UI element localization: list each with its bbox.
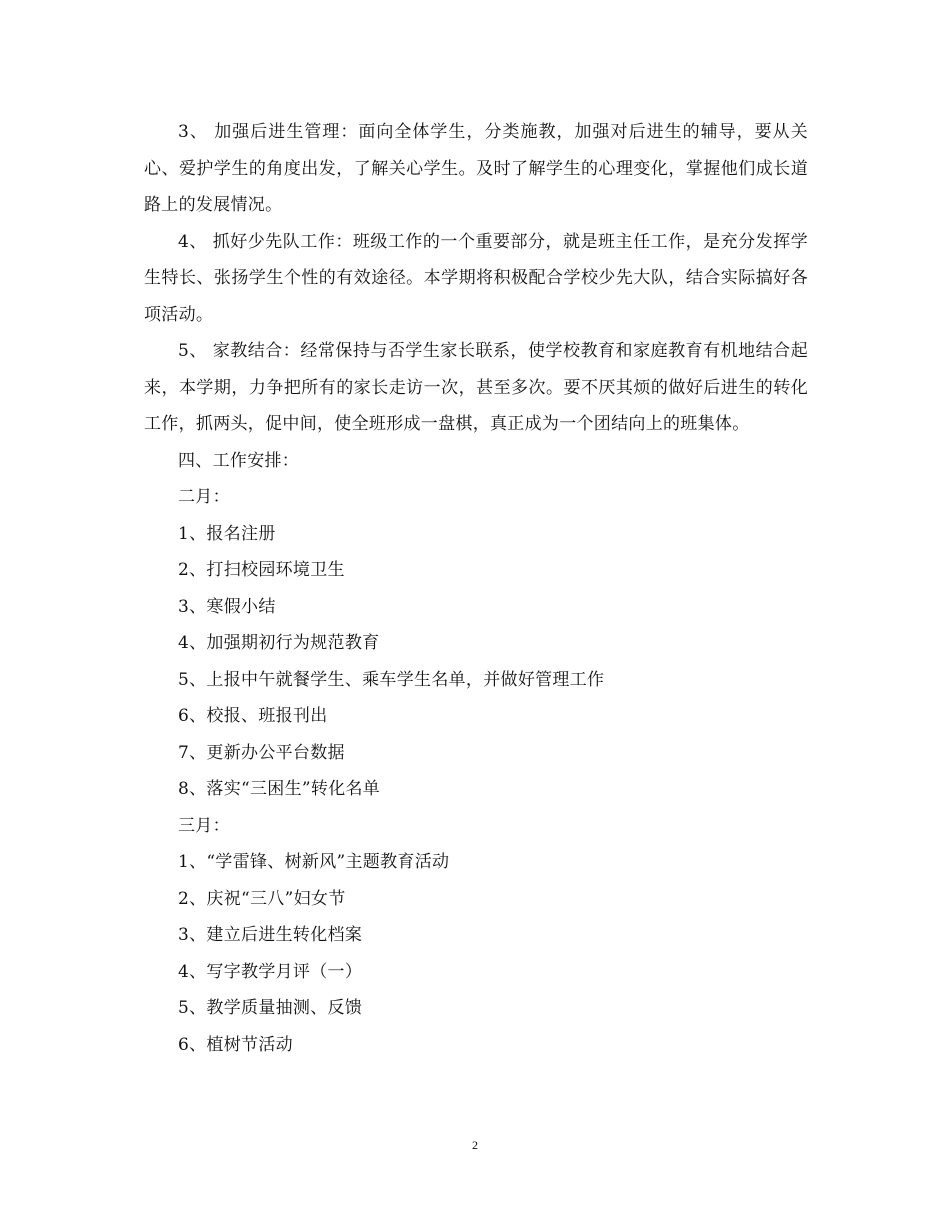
february-item: 3、寒假小结: [178, 596, 276, 617]
february-item: 1、报名注册: [178, 523, 276, 544]
february-heading: 二月：: [178, 487, 230, 507]
march-heading: 三月：: [178, 815, 230, 836]
page-content: [144, 114, 808, 1063]
paragraph-4: 4、 抓好少先队工作：班级工作的一个重要部分，就是班主任工作，是充分发挥学生特长、张扬学生个性的有效途径。本学期将积极配合学校少先大队，结合实际搞好各项活动。: [144, 231, 808, 325]
february-item: 5、上报中午就餐学生、乘车学生名单，并做好管理工作: [178, 669, 605, 690]
february-item: 8、落实“三困生”转化名单: [178, 779, 381, 799]
march-item: 4、写字教学月评（一）: [178, 961, 363, 982]
february-item: 7、更新办公平台数据: [178, 742, 345, 763]
february-item: 4、加强期初行为规范教育: [178, 633, 380, 653]
march-item: 1、“学雷锋、树新风”主题教育活动: [178, 852, 450, 872]
march-item: 3、建立后进生转化档案: [178, 925, 363, 945]
march-item: 6、植树节活动: [178, 1034, 293, 1055]
paragraph-5: 5、 家教结合：经常保持与否学生家长联系，使学校教育和家庭教育有机地结合起来，本学期，力争把所有的家长走访一次，甚至多次。要不厌其烦的做好后进生的转化工作，抓两头，促中间，使全班形成一盘棋，真正成为一个团结向上的班集体。: [144, 341, 808, 434]
march-item: 5、教学质量抽测、反馈: [178, 998, 363, 1018]
february-item: 6、校报、班报刊出: [178, 706, 328, 726]
section-heading: 四、工作安排：: [178, 450, 300, 471]
page-number: 2: [472, 1138, 478, 1152]
february-item: 2、打扫校园环境卫生: [178, 560, 345, 580]
paragraph-3: 3、 加强后进生管理：面向全体学生，分类施教，加强对后进生的辅导，要从关心、爱护学生的角度出发，了解关心学生。及时了解学生的心理变化，掌握他们成长道路上的发展情况。: [144, 122, 808, 215]
march-item: 2、庆祝“三八”妇女节: [178, 888, 346, 909]
